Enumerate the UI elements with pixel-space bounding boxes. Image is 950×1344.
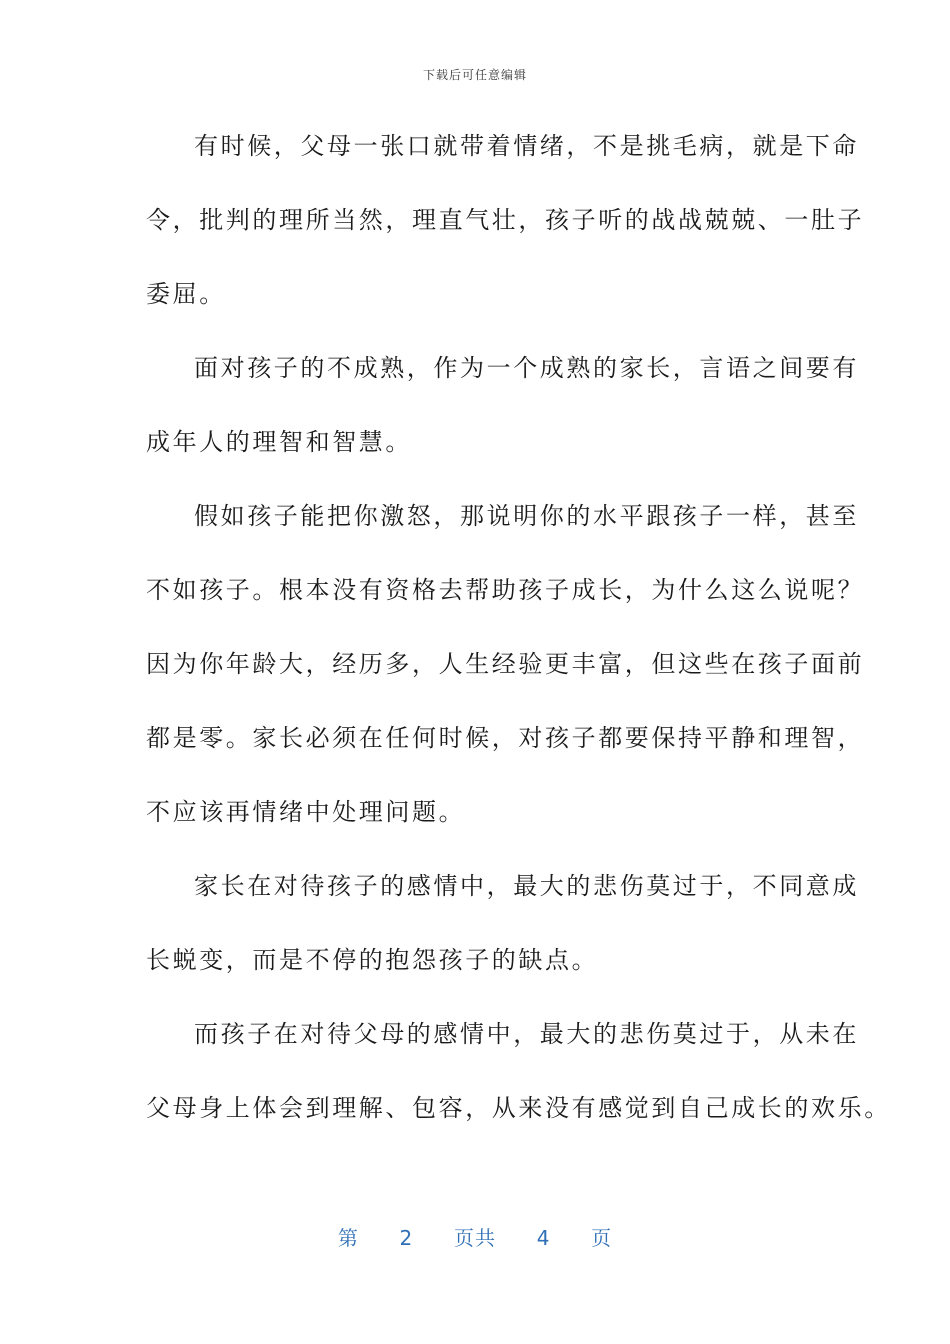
paragraph-1-line-1: 有时候，父母一张口就带着情绪，不是挑毛病，就是下命 xyxy=(194,132,859,160)
paragraph-5-line-2: 父母身上体会到理解、包容，从来没有感觉到自己成长的欢乐。 xyxy=(146,1094,891,1122)
paragraph-1-line-3: 委屈。 xyxy=(146,280,226,308)
body-text xyxy=(146,120,891,1156)
page-word-mid: 页共 xyxy=(454,1226,496,1250)
paragraph-5-line-1: 而孩子在对待父母的感情中，最大的悲伤莫过于，从未在 xyxy=(194,1020,859,1048)
page-word-suffix: 页 xyxy=(591,1226,613,1250)
header-note: 下载后可任意编辑 xyxy=(422,68,527,82)
paragraph-4-line-1: 家长在对待孩子的感情中，最大的悲伤莫过于，不同意成 xyxy=(194,872,859,900)
paragraph-2-line-2: 成年人的理智和智慧。 xyxy=(146,428,412,456)
paragraph-3-line-5: 不应该再情绪中处理问题。 xyxy=(146,798,466,826)
paragraph-3-line-3: 因为你年龄大，经历多，人生经验更丰富，但这些在孩子面前 xyxy=(146,650,865,678)
page-footer xyxy=(0,1222,950,1251)
page-word-prefix: 第 xyxy=(337,1226,359,1250)
paragraph-4-line-2: 长蜕变，而是不停的抱怨孩子的缺点。 xyxy=(146,946,599,974)
paragraph-1-line-2: 令，批判的理所当然，理直气壮，孩子听的战战兢兢、一肚子 xyxy=(146,206,865,234)
total-pages-number: 4 xyxy=(536,1226,551,1250)
paragraph-3-line-2: 不如孩子。根本没有资格去帮助孩子成长，为什么这么说呢？ xyxy=(146,576,865,604)
paragraph-3-line-1: 假如孩子能把你激怒，那说明你的水平跟孩子一样，甚至 xyxy=(194,502,859,530)
paragraph-3-line-4: 都是零。家长必须在任何时候，对孩子都要保持平静和理智， xyxy=(146,724,865,752)
paragraph-2-line-1: 面对孩子的不成熟，作为一个成熟的家长，言语之间要有 xyxy=(194,354,859,382)
current-page-number: 2 xyxy=(399,1226,414,1250)
